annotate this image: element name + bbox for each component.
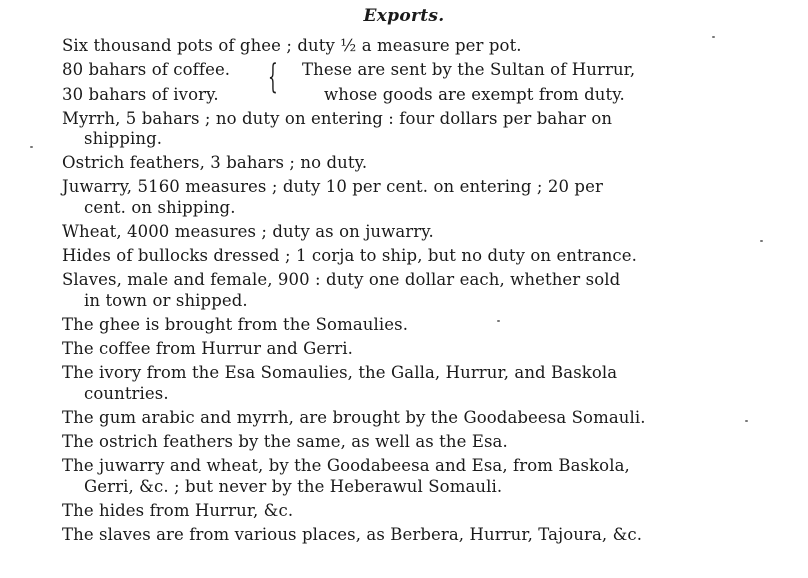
text-line: Slaves, male and female, 900 : duty one dollar each, whether sold <box>62 270 621 289</box>
text-line: The ivory from the Esa Somaulies, the Galla, Hurrur, and Baskola <box>62 363 618 382</box>
scan-speck <box>30 146 33 148</box>
scan-speck <box>760 240 763 242</box>
text-line: The hides from Hurrur, &c. <box>62 501 294 520</box>
text-line: Hides of bullocks dressed ; 1 corja to ship, but no duty on entrance. <box>62 246 637 265</box>
text-line: The gum arabic and myrrh, are brought by the Goodabeesa Somauli. <box>62 408 646 427</box>
text-line: Juwarry, 5160 measures ; duty 10 per cent. on entering ; 20 per <box>62 177 603 196</box>
section-title: Exports. <box>363 6 445 26</box>
text-line: Gerri, &c. ; but never by the Heberawul Somauli. <box>84 477 503 496</box>
text-line: countries. <box>84 384 169 403</box>
text-line: Myrrh, 5 bahars ; no duty on entering : four dollars per bahar on <box>62 109 613 128</box>
text-line: The ghee is brought from the Somaulies. <box>62 315 409 334</box>
scan-speck <box>497 320 500 322</box>
text-line: Ostrich feathers, 3 bahars ; no duty. <box>62 153 368 172</box>
sultan-note-line-2: whose goods are exempt from duty. <box>324 85 625 104</box>
text-line: in town or shipped. <box>84 291 248 310</box>
text-line: The coffee from Hurrur and Gerri. <box>62 339 353 358</box>
text-line: cent. on shipping. <box>84 198 236 217</box>
text-line: The juwarry and wheat, by the Goodabeesa and Esa, from Baskola, <box>62 456 630 475</box>
text-line: The slaves are from various places, as Berbera, Hurrur, Tajoura, &c. <box>62 525 643 544</box>
scan-speck <box>745 420 748 422</box>
scan-speck <box>712 36 715 38</box>
text-line: Six thousand pots of ghee ; duty ½ a measure per pot. <box>62 36 522 55</box>
sultan-note-line-1: These are sent by the Sultan of Hurrur, <box>302 60 636 79</box>
text-line: 30 bahars of ivory. <box>62 85 219 104</box>
curly-brace-icon: { <box>268 57 278 97</box>
text-line: shipping. <box>84 129 163 148</box>
text-line: 80 bahars of coffee. <box>62 60 231 79</box>
text-line: The ostrich feathers by the same, as well as the Esa. <box>62 432 508 451</box>
text-line: Wheat, 4000 measures ; duty as on juwarry. <box>62 222 434 241</box>
